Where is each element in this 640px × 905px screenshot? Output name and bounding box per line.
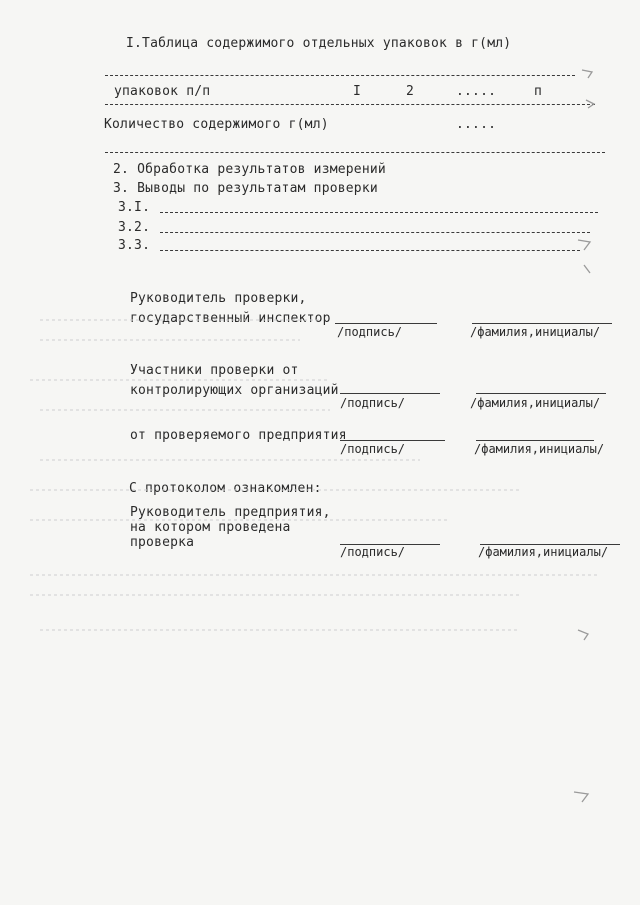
director-label-3: проверка [130,535,195,550]
table-title: I.Таблица содержимого отдельных упаковок в г(мл) [126,36,512,51]
row1-label: упаковок п/п [114,84,211,99]
enterprise-sign-caption: /подпись/ [340,442,406,456]
row1-col2: 2 [406,84,415,99]
acquainted-label: С протоколом ознакомлен: [129,481,322,496]
director-label-1: Руководитель предприятия, [130,505,331,520]
section-3: 3. Выводы по результатам проверки [113,181,378,196]
head-sign-caption: /подпись/ [337,325,403,339]
row2-label: Количество содержимого г(мл) [104,117,329,132]
enterprise-name-caption: /фамилия,инициалы/ [474,442,605,456]
enterprise-label: от проверяемого предприятия [130,428,347,443]
head-name-caption: /фамилия,инициалы/ [470,325,601,339]
director-sign-caption: /подпись/ [340,545,406,559]
participants-label-2: контролирующих организаций [130,383,339,398]
director-label-2: на котором проведена [130,520,291,535]
head-label-2: государственный инспектор [130,311,331,326]
director-name-caption: /фамилия,инициалы/ [478,545,609,559]
item-3-2: 3.2. [118,220,151,235]
item-3-1: 3.I. [118,200,151,215]
row2-col3: ..... [456,117,497,132]
section-2: 2. Обработка результатов измерений [113,162,386,177]
row1-col1: I [353,84,362,99]
item-3-3: 3.3. [118,238,151,253]
head-label-1: Руководитель проверки, [130,291,307,306]
row1-col4: п [534,84,543,99]
participants-sign-caption: /подпись/ [340,396,406,410]
row1-col3: ..... [456,84,497,99]
participants-name-caption: /фамилия,инициалы/ [470,396,601,410]
participants-label-1: Участники проверки от [130,363,299,378]
